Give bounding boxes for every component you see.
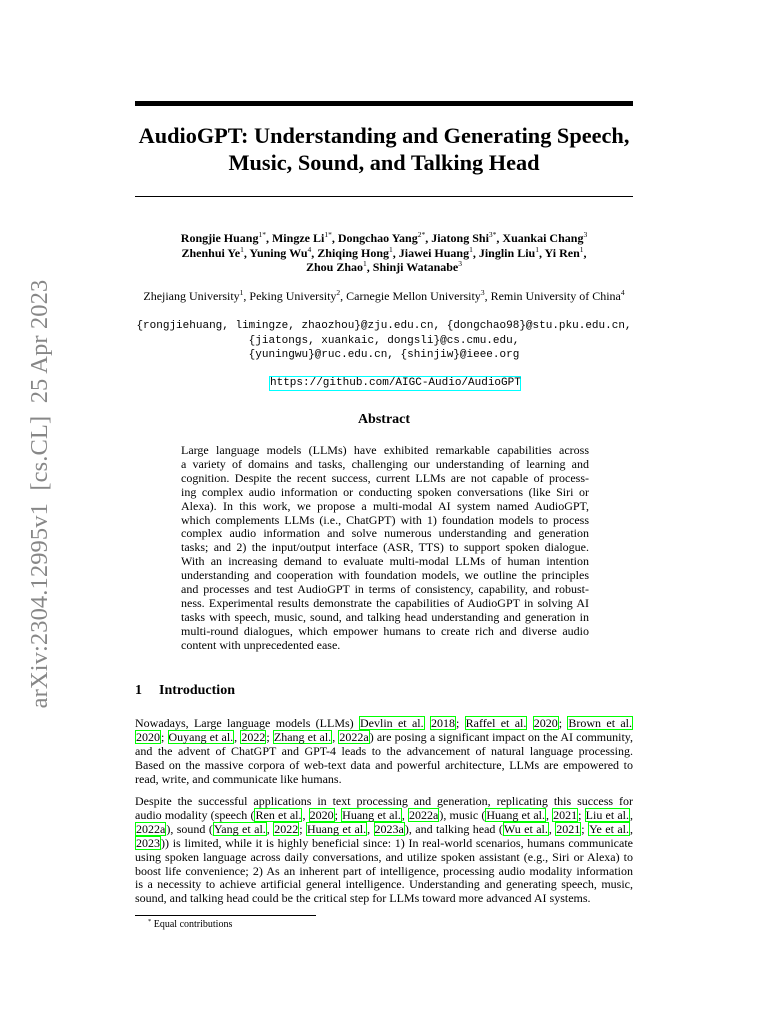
abstract-line: which complements LLMs (i.e., ChatGPT) with 1) foundation models to process bbox=[181, 512, 589, 527]
abstract-line: multi-round dialogues, which empower humans to create rich and diverse audio bbox=[181, 623, 589, 638]
paragraph-text: , bbox=[367, 821, 374, 836]
citation-link[interactable]: 2020 bbox=[309, 807, 334, 822]
abstract-line: a variety of domains and tasks, challenging our understanding of learning and bbox=[181, 456, 589, 471]
citation-link[interactable]: Yang et al. bbox=[213, 821, 266, 836]
paragraph-text: sound, and talking head could be the critical step for LLMs toward more advanced AI systems. bbox=[135, 891, 591, 906]
paragraph-text: , bbox=[401, 807, 408, 822]
title-line: AudioGPT: Understanding and Generating Speech, bbox=[138, 123, 630, 148]
author-affiliation-mark: 1* bbox=[324, 230, 332, 239]
affiliation-name: Peking University bbox=[249, 289, 337, 303]
paragraph-line bbox=[135, 837, 633, 851]
citation-link[interactable]: Huang et al. bbox=[486, 807, 545, 822]
abstract-line: ness. Experimental results demonstrate the capabilities of AudioGPT in solving AI bbox=[181, 595, 589, 610]
affiliation-mark: 3 bbox=[480, 288, 485, 297]
paragraph-text: Despite the successful applications in text processing and generation, replicating this success for bbox=[135, 794, 633, 808]
github-link[interactable]: https://github.com/AIGC-Audio/AudioGPT bbox=[270, 377, 521, 389]
paragraph-text: ; bbox=[455, 716, 465, 730]
abstract-line: With an increasing demand to evaluate multi-modal LLMs of human intention bbox=[181, 554, 589, 569]
email-line: {jiatongs, xuankaic, dongsli}@cs.cmu.edu, bbox=[248, 334, 520, 347]
abstract-line: tasks; and 2) the input/output interface (ASR, TTS) to support spoken dialogue. bbox=[181, 540, 589, 555]
citation-link[interactable]: Wu et al. bbox=[503, 821, 548, 836]
paragraph-line bbox=[135, 892, 633, 906]
author-affiliation-mark: 1 bbox=[363, 259, 367, 269]
paragraph-text: using spoken language across daily conversations, and utilize spoken assistant (e.g., Siri or Alexa) to bbox=[135, 849, 633, 864]
author-name: Jiawei Huang bbox=[398, 245, 470, 260]
author-name: Zhiqing Hong bbox=[317, 245, 389, 260]
abstract-line: Large language models (LLMs) have exhibited remarkable capabilities across bbox=[181, 443, 589, 457]
email-line: {yuningwu}@ruc.edu.cn, {shinjiw}@ieee.org bbox=[248, 349, 520, 362]
paragraph-line bbox=[135, 731, 633, 745]
paragraph-text: ; bbox=[578, 807, 585, 822]
paragraph-line bbox=[135, 773, 633, 787]
paragraph-line bbox=[135, 759, 633, 773]
abstract-line: content with unprecedented ease. bbox=[181, 637, 341, 652]
paragraph-text: , bbox=[234, 729, 241, 744]
author-name: Jiatong Shi bbox=[431, 231, 489, 245]
paragraph-text: ; bbox=[299, 821, 306, 836]
citation-link[interactable]: 2023a bbox=[374, 821, 404, 836]
paragraph-text: )) is limited, while it is highly beneficial since: 1) In real-world scenarios, humans communicate bbox=[161, 835, 633, 850]
citation-link[interactable]: Zhang et al. bbox=[273, 729, 332, 744]
paragraph-text: , bbox=[630, 807, 633, 822]
paragraph-text: ) are posing a significant impact on the AI community, bbox=[369, 729, 634, 744]
citation-link[interactable]: Brown et al. bbox=[568, 716, 633, 730]
affiliation-mark: 1 bbox=[239, 288, 244, 297]
paragraph-line bbox=[135, 823, 633, 837]
paragraph-text: , bbox=[545, 807, 553, 822]
section-title: Introduction bbox=[159, 683, 235, 698]
abstract-body bbox=[181, 444, 589, 653]
footnote-rule bbox=[135, 915, 316, 916]
title-line: Music, Sound, and Talking Head bbox=[228, 150, 540, 175]
paragraph-line bbox=[135, 809, 633, 823]
affiliation-name: Remin University of China bbox=[490, 289, 621, 303]
paragraph-text: ), music ( bbox=[439, 807, 486, 822]
title-top-rule bbox=[135, 101, 633, 106]
citation-link[interactable]: 2023 bbox=[136, 835, 160, 850]
author-name: Shinji Watanabe bbox=[372, 260, 459, 275]
author-affiliation-mark: 1 bbox=[535, 244, 539, 254]
author-name: Zhou Zhao bbox=[305, 260, 364, 275]
author-line: Zhou Zhao$^1$, Shinji Watanabe$^3$ bbox=[305, 259, 462, 275]
citation-link[interactable]: 2022a bbox=[136, 821, 166, 836]
citation-link[interactable]: Ye et al. bbox=[589, 821, 630, 836]
paragraph-text: read, write, and communicate like humans. bbox=[135, 771, 342, 786]
affiliations: Zhejiang University$^1$, Peking University$^2$, Carnegie Mellon University$^3$, Remin University of China$^4$ bbox=[143, 288, 625, 303]
author-name: Mingze Li bbox=[271, 231, 325, 245]
author-name: Xuankai Chang bbox=[502, 231, 584, 245]
abstract-line: cognition. Despite the recent success, current LLMs are not capable of process- bbox=[181, 470, 589, 485]
section-heading-introduction bbox=[135, 682, 235, 700]
paragraph-text: ; bbox=[266, 729, 273, 744]
author-line: Rongjie Huang$^{1*}$, Mingze $Li^{1*}$, Dongchao Yang$^{2*}$, Jiatong Shi$^{3*}$, Xuankai Chang$^3$ bbox=[180, 230, 588, 245]
citation-link[interactable]: 2018 bbox=[430, 716, 455, 730]
footnote bbox=[148, 918, 232, 931]
author-affiliation-mark: 1 bbox=[389, 244, 393, 254]
citation-link[interactable]: Huang et al. bbox=[306, 821, 367, 836]
citation-link[interactable]: 2022 bbox=[241, 729, 266, 744]
citation-link[interactable]: 2020 bbox=[136, 729, 160, 744]
paragraph-text: ), and talking head ( bbox=[404, 821, 503, 836]
author-affiliation-mark: 3 bbox=[458, 259, 462, 269]
paragraph-text: , bbox=[266, 821, 274, 836]
author-affiliation-mark: 1 bbox=[469, 244, 473, 254]
author-name: Yuning Wu bbox=[249, 245, 308, 260]
author-line: Zhenhui Ye$^1$, Yuning Wu$^4$, Zhiqing Hong$^1$, Jiawei Huang$^1$, Jinglin Liu$^1$, Yi Ren$^1$, bbox=[181, 244, 587, 260]
paragraph-text: , bbox=[630, 821, 634, 836]
abstract-line: understanding and cooperation with foundation models, we outline the principles bbox=[181, 568, 589, 583]
author-affiliation-mark: 3* bbox=[488, 230, 497, 239]
paragraph-text: , bbox=[548, 821, 556, 836]
citation-link[interactable]: 2021 bbox=[556, 821, 581, 836]
paragraph-text: ; bbox=[581, 821, 589, 836]
paper-title bbox=[135, 122, 633, 176]
citation-link[interactable]: Raffel et al. bbox=[465, 716, 527, 730]
intro-paragraph-1 bbox=[135, 717, 633, 787]
affiliation-mark: 4 bbox=[620, 288, 625, 297]
paragraph-line bbox=[135, 878, 633, 892]
citation-link[interactable]: 2021 bbox=[553, 807, 578, 822]
abstract-line: tasks with speech, music, sound, and talking head understanding and generation in bbox=[181, 609, 589, 624]
author-affiliation-mark: 1 bbox=[579, 244, 584, 254]
abstract-line: ing complex audio information or conducting spoken conversations (like Siri or bbox=[181, 484, 589, 499]
paragraph-text: ; bbox=[161, 729, 168, 744]
citation-link[interactable]: Ouyang et al. bbox=[168, 729, 234, 744]
author-list bbox=[135, 231, 633, 275]
paragraph-text: ), sound ( bbox=[166, 821, 213, 836]
citation-link[interactable]: Huang et al. bbox=[342, 807, 401, 822]
abstract-line: and processes and test AudioGPT in terms of consistency, capability, and robust- bbox=[181, 582, 589, 597]
citation-link[interactable]: Devlin et al. bbox=[360, 716, 424, 730]
paragraph-line bbox=[135, 745, 633, 759]
paragraph-text: , bbox=[332, 729, 339, 744]
paragraph-line bbox=[135, 795, 633, 809]
paragraph-text: audio modality (speech ( bbox=[135, 807, 255, 822]
author-name: Rongjie Huang bbox=[180, 231, 259, 245]
author-affiliation-mark: 1 bbox=[240, 244, 244, 254]
abstract-heading: Abstract bbox=[357, 412, 411, 427]
section-number: 1 bbox=[135, 683, 142, 698]
abstract-line: complex audio information and solve numerous understanding and generation bbox=[181, 526, 589, 541]
paragraph-text: Based on the massive corpora of web-text data and powerful architecture, LLMs are empowered to bbox=[135, 757, 633, 772]
paragraph-text: is a necessity to achieve artificial general intelligence. Understanding and generating speech, music, bbox=[135, 877, 633, 892]
affiliation-mark: 2 bbox=[336, 288, 341, 297]
citation-link[interactable]: Ren et al. bbox=[255, 807, 302, 822]
abstract-line: Alexa). In this work, we propose a multi-modal AI system named AudioGPT, bbox=[181, 498, 589, 513]
paragraph-line bbox=[135, 865, 633, 879]
paragraph-line bbox=[135, 717, 633, 731]
citation-link[interactable]: Liu et al. bbox=[585, 807, 629, 822]
paragraph-text: ; bbox=[334, 807, 342, 822]
paragraph-text: ; bbox=[558, 716, 568, 730]
title-bottom-rule bbox=[135, 196, 633, 197]
author-name: Dongchao Yang bbox=[337, 231, 418, 245]
author-affiliation-mark: 2* bbox=[417, 230, 426, 239]
citation-link[interactable]: 2022a bbox=[339, 729, 369, 744]
email-line: {rongjiehuang, limingze, zhaozhou}@zju.edu.cn, {dongchao98}@stu.pku.edu.cn, bbox=[136, 320, 632, 332]
paragraph-text: boost life convenience; 2) As an inherent part of intelligence, processing audio modality information bbox=[135, 863, 633, 878]
paragraph-text: Nowadays, Large language models (LLMs) bbox=[135, 716, 359, 730]
paragraph-text: and the advent of ChatGPT and GPT-4 leads to the advancement of natural language processing. bbox=[135, 743, 633, 758]
author-name: Yi Ren bbox=[544, 245, 580, 260]
affiliation-name: Carnegie Mellon University bbox=[346, 289, 481, 303]
footnote-text: Equal contributions bbox=[153, 919, 233, 930]
author-name: Jinglin Liu bbox=[478, 245, 536, 260]
author-affiliation-mark: 4 bbox=[307, 244, 312, 254]
footnote-mark: * bbox=[148, 918, 152, 925]
paragraph-line bbox=[135, 851, 633, 865]
author-name: Zhenhui Ye bbox=[181, 245, 241, 260]
arxiv-stamp: arXiv:2304.12995v1 [cs.CL] 25 Apr 2023 bbox=[26, 279, 53, 709]
paragraph-text: , bbox=[302, 807, 309, 822]
author-affiliation-mark: 1* bbox=[258, 230, 266, 239]
citation-link[interactable]: 2020 bbox=[533, 716, 558, 730]
citation-link[interactable]: 2022 bbox=[274, 821, 299, 836]
author-affiliation-mark: 3 bbox=[583, 230, 588, 239]
citation-link[interactable]: 2022a bbox=[409, 807, 439, 822]
paragraph-text bbox=[527, 716, 532, 730]
intro-paragraph-2 bbox=[135, 795, 633, 906]
affiliation-name: Zhejiang University bbox=[143, 289, 240, 303]
email-list bbox=[135, 319, 633, 363]
